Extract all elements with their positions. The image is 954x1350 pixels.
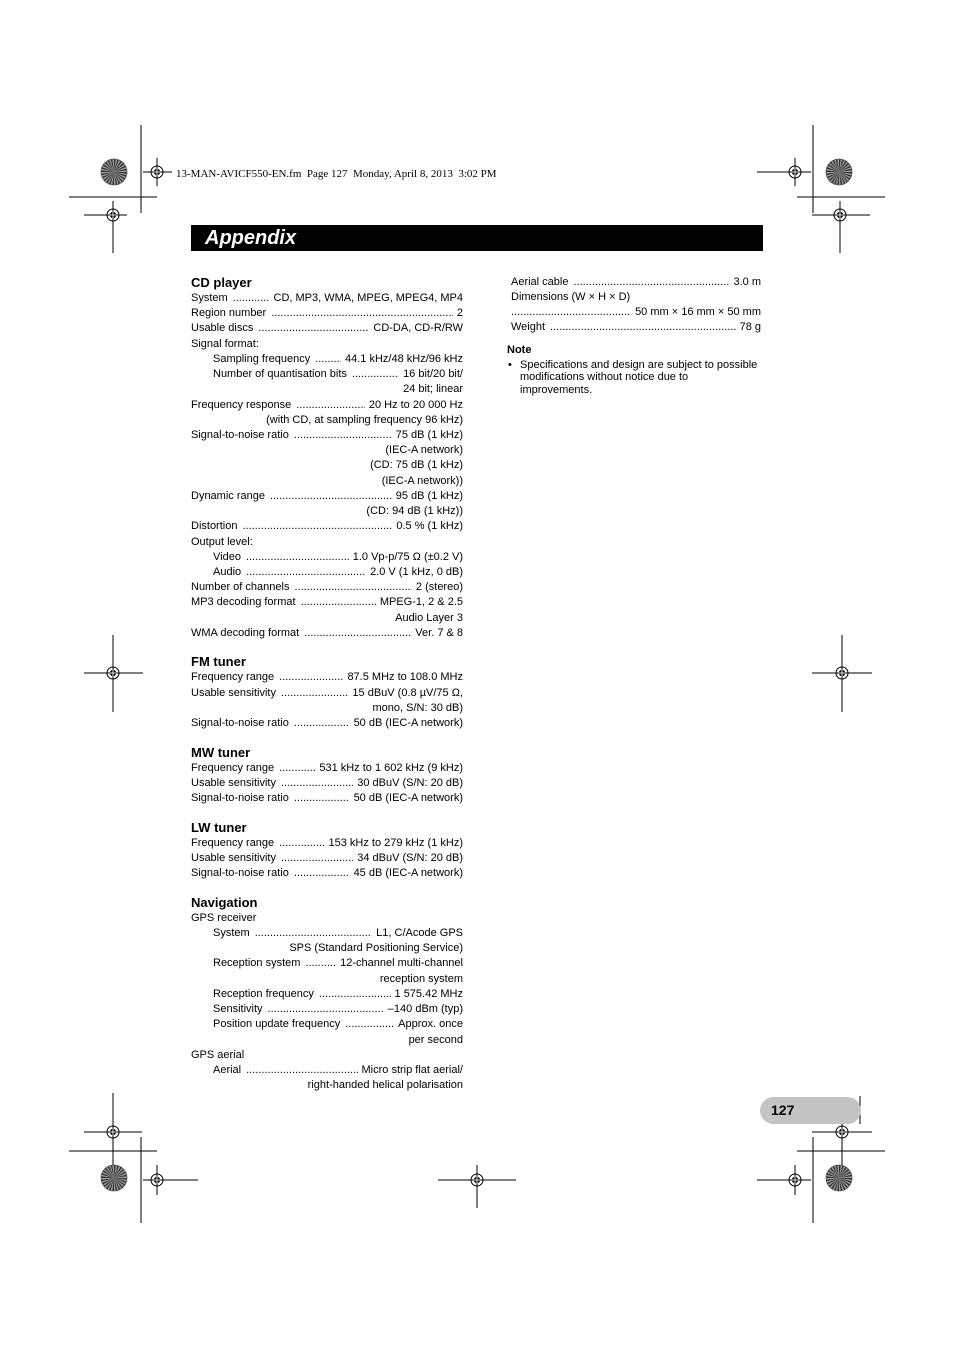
spec-label: Sensitivity — [213, 1003, 263, 1016]
spec-value: 50 dB (IEC-A network) — [353, 717, 463, 730]
dot-leader — [305, 956, 336, 971]
dot-leader — [279, 836, 324, 851]
spec-row — [191, 1078, 463, 1093]
spec-row — [191, 776, 463, 791]
dot-leader — [511, 305, 631, 320]
spec-row — [191, 428, 463, 443]
spec-label: Frequency range — [191, 671, 275, 684]
bullet-icon: • — [508, 358, 512, 371]
spec-row — [191, 580, 463, 595]
registration-crosshair-icon — [438, 1165, 516, 1208]
dot-leader — [246, 1063, 357, 1078]
spec-row — [511, 290, 761, 305]
spec-label: WMA decoding format — [191, 626, 300, 639]
spec-label: Number of channels — [191, 581, 290, 594]
spec-value: 2.0 V (1 kHz, 0 dB) — [370, 565, 463, 578]
spec-row — [191, 489, 463, 504]
spec-value: 95 dB (1 kHz) — [395, 489, 463, 502]
spec-row — [191, 611, 463, 626]
dot-leader — [246, 550, 349, 565]
page-title: Appendix — [205, 227, 297, 249]
spec-value: 1 575.42 MHz — [394, 987, 463, 1000]
spec-value: 45 dB (IEC-A network) — [353, 867, 463, 880]
dot-leader — [281, 686, 348, 701]
spec-row — [191, 1002, 463, 1017]
registration-crosshair-icon — [84, 201, 127, 253]
spec-label: Signal-to-noise ratio — [191, 717, 289, 730]
spec-value-continued: (CD: 75 dB (1 kHz) — [370, 459, 463, 472]
section-heading: MW tuner — [191, 744, 251, 760]
spec-row — [511, 320, 761, 335]
spec-value: 1.0 Vp-p/75 Ω (±0.2 V) — [352, 550, 463, 563]
spec-value-continued: mono, S/N: 30 dB) — [372, 701, 463, 714]
spec-value: 15 dBuV (0.8 µV/75 Ω, — [352, 686, 463, 699]
spec-row — [191, 851, 463, 866]
dot-leader — [319, 987, 391, 1002]
spec-row — [191, 701, 463, 716]
dot-leader — [315, 352, 341, 367]
spec-label: System — [213, 927, 250, 939]
registration-starburst-icon — [826, 159, 852, 185]
page-number: 127 — [771, 1102, 795, 1118]
appendix-title-bar — [191, 225, 763, 251]
spec-value: 3.0 m — [733, 275, 761, 288]
spec-row — [191, 670, 463, 685]
spec-section — [191, 895, 463, 1094]
dot-leader — [233, 291, 270, 306]
spec-label: Position update frequency — [213, 1018, 341, 1031]
spec-label: Signal-to-noise ratio — [191, 867, 289, 880]
spec-row — [191, 595, 463, 610]
spec-label: Signal-to-noise ratio — [191, 428, 289, 441]
spec-label: Frequency response — [191, 398, 292, 411]
spec-row — [191, 413, 463, 428]
spec-row — [191, 972, 463, 987]
spec-value: MPEG-1, 2 & 2.5 — [379, 596, 463, 609]
spec-value-continued: SPS (Standard Positioning Service) — [289, 942, 463, 955]
registration-crosshair-icon — [757, 1165, 811, 1195]
spec-label: Aerial — [213, 1063, 242, 1076]
dot-leader — [294, 428, 392, 443]
spec-label: Usable discs — [191, 322, 254, 335]
dot-leader — [255, 926, 372, 941]
spec-label: System — [191, 292, 228, 304]
spec-label: Aerial cable — [511, 275, 569, 288]
spec-row — [191, 306, 463, 321]
registration-starburst-icon — [101, 159, 127, 185]
spec-value: 30 dBuV (S/N: 20 dB) — [357, 776, 463, 789]
note-heading: Note — [507, 344, 532, 357]
spec-row — [191, 291, 463, 306]
spec-value-continued: (CD: 94 dB (1 kHz)) — [366, 505, 463, 518]
spec-value: 50 mm × 16 mm × 50 mm — [635, 306, 761, 319]
spec-value: 12-channel multi-channel — [340, 957, 463, 970]
spec-value: 44.1 kHz/48 kHz/96 kHz — [345, 352, 463, 365]
spec-row — [191, 1048, 463, 1063]
spec-group-label: Signal format: — [191, 337, 259, 350]
dot-leader — [294, 791, 350, 806]
dot-leader — [281, 776, 353, 791]
spec-row — [191, 956, 463, 971]
dot-leader — [271, 306, 453, 321]
specifications-right-column — [507, 275, 761, 397]
spec-row — [191, 474, 463, 489]
spec-row — [191, 761, 463, 776]
spec-label: Frequency range — [191, 836, 275, 849]
spec-row — [191, 382, 463, 397]
spec-value: 2 — [456, 307, 463, 320]
spec-value: Approx. once — [398, 1018, 463, 1031]
spec-value: 87.5 MHz to 108.0 MHz — [347, 671, 463, 684]
spec-value: 0.5 % (1 kHz) — [396, 520, 463, 533]
spec-row — [191, 1063, 463, 1078]
note-item — [508, 358, 761, 397]
spec-label: MP3 decoding format — [191, 596, 296, 609]
spec-value-continued: right-handed helical polarisation — [307, 1079, 463, 1092]
spec-value: 75 dB (1 kHz) — [395, 428, 463, 441]
section-heading: Navigation — [191, 894, 258, 910]
registration-starburst-icon — [101, 1165, 127, 1191]
spec-row — [191, 716, 463, 731]
note-text-line: Specifications and design are subject to possible — [520, 358, 758, 371]
specifications-list — [511, 275, 761, 336]
spec-label: Number of quantisation bits — [213, 368, 347, 381]
spec-value-continued: 24 bit; linear — [403, 383, 463, 396]
spec-row — [191, 398, 463, 413]
spec-section — [191, 654, 463, 731]
spec-row — [191, 565, 463, 580]
spec-row — [191, 535, 463, 550]
spec-row — [191, 367, 463, 382]
dot-leader — [279, 761, 315, 776]
spec-row — [191, 1033, 463, 1048]
dot-leader — [242, 519, 392, 534]
spec-value: 2 (stereo) — [415, 581, 463, 594]
spec-row — [191, 519, 463, 534]
spec-label: Frequency range — [191, 761, 275, 774]
dot-leader — [279, 670, 343, 685]
dot-leader — [281, 851, 353, 866]
spec-row — [191, 504, 463, 519]
dot-leader — [294, 716, 350, 731]
dot-leader — [345, 1017, 394, 1032]
spec-value: Micro strip flat aerial/ — [361, 1063, 463, 1076]
spec-value-continued: (IEC-A network) — [385, 444, 463, 457]
spec-value-continued: reception system — [379, 972, 463, 985]
spec-value: 531 kHz to 1 602 kHz (9 kHz) — [319, 761, 463, 774]
spec-label: Sampling frequency — [213, 352, 311, 365]
spec-value: 16 bit/20 bit/ — [403, 368, 463, 381]
spec-value: 20 Hz to 20 000 Hz — [368, 398, 463, 411]
spec-section — [191, 275, 463, 641]
spec-row — [191, 836, 463, 851]
spec-label: Reception system — [213, 957, 301, 970]
spec-row — [191, 550, 463, 565]
spec-value-continued: (IEC-A network)) — [381, 474, 463, 487]
spec-value: 34 dBuV (S/N: 20 dB) — [357, 851, 463, 864]
spec-section — [191, 745, 463, 807]
spec-label: Video — [213, 550, 241, 563]
registration-crosshair-icon — [812, 201, 870, 253]
spec-row — [191, 926, 463, 941]
spec-group-label: GPS aerial — [191, 1048, 245, 1061]
registration-crosshair-icon — [757, 158, 811, 186]
spec-value-continued: per second — [408, 1033, 463, 1046]
spec-value: CD, MP3, WMA, MPEG, MPEG4, MP4 — [273, 292, 463, 304]
dot-leader — [294, 866, 350, 881]
spec-row — [191, 791, 463, 806]
page-number-tab — [760, 1097, 861, 1124]
dot-leader — [301, 595, 376, 610]
spec-value: 78 g — [739, 321, 761, 334]
spec-row — [511, 275, 761, 290]
note-text-line: improvements. — [520, 383, 593, 396]
dot-leader — [296, 398, 365, 413]
spec-label: Reception frequency — [213, 987, 314, 1000]
spec-label: Distortion — [191, 520, 238, 533]
dot-leader — [573, 275, 729, 290]
registration-starburst-icon — [826, 1165, 852, 1191]
spec-row — [191, 941, 463, 956]
section-heading: FM tuner — [191, 654, 246, 670]
spec-label: Usable sensitivity — [191, 776, 276, 789]
registration-crosshair-icon — [143, 1165, 198, 1195]
registration-crosshair-icon — [84, 1093, 142, 1170]
spec-label: Usable sensitivity — [191, 851, 276, 864]
spec-row — [191, 458, 463, 473]
spec-row — [191, 321, 463, 336]
note-text-line: modifications without notice due to — [520, 371, 689, 384]
spec-group-label: GPS receiver — [191, 911, 257, 924]
spec-label: Dynamic range — [191, 489, 265, 502]
spec-row — [191, 686, 463, 701]
spec-value: 50 dB (IEC-A network) — [353, 792, 463, 805]
spec-label: Weight — [511, 321, 546, 334]
dot-leader — [270, 489, 392, 504]
spec-value: L1, C/Acode GPS — [376, 927, 463, 939]
dot-leader — [246, 565, 366, 580]
spec-label: Audio — [213, 565, 242, 578]
spec-row — [511, 305, 761, 320]
dot-leader — [304, 626, 411, 641]
spec-row — [191, 337, 463, 352]
dot-leader — [294, 580, 411, 595]
spec-label: Signal-to-noise ratio — [191, 792, 289, 805]
spec-row — [191, 626, 463, 641]
specifications-left-column — [191, 275, 463, 1093]
dot-leader — [550, 320, 736, 335]
spec-row — [191, 1017, 463, 1032]
dot-leader — [352, 367, 399, 382]
section-heading: CD player — [191, 275, 252, 290]
spec-value: 153 kHz to 279 kHz (1 kHz) — [328, 836, 463, 849]
spec-value: –140 dBm (typ) — [387, 1003, 463, 1016]
spec-value: Ver. 7 & 8 — [415, 626, 463, 639]
registration-crosshair-icon — [812, 635, 872, 712]
spec-section — [191, 820, 463, 882]
spec-row — [191, 443, 463, 458]
spec-group-label: Output level: — [191, 535, 253, 548]
spec-value-continued: Audio Layer 3 — [395, 611, 463, 624]
spec-label: Region number — [191, 307, 267, 320]
spec-label: Usable sensitivity — [191, 686, 276, 699]
dot-leader — [268, 1002, 384, 1017]
dot-leader — [258, 321, 369, 336]
section-heading: LW tuner — [191, 819, 247, 835]
file-info-header: 13-MAN-AVICF550-EN.fm Page 127 Monday, April 8, 2013 3:02 PM — [176, 168, 497, 180]
spec-row — [191, 911, 463, 926]
registration-crosshair-icon — [84, 635, 143, 712]
spec-row — [191, 987, 463, 1002]
spec-group-label: Dimensions (W × H × D) — [511, 290, 631, 303]
registration-crosshair-icon — [143, 158, 172, 186]
spec-value: CD-DA, CD-R/RW — [373, 322, 463, 335]
spec-row — [191, 352, 463, 367]
spec-row — [191, 866, 463, 881]
spec-value-continued: (with CD, at sampling frequency 96 kHz) — [266, 413, 463, 426]
